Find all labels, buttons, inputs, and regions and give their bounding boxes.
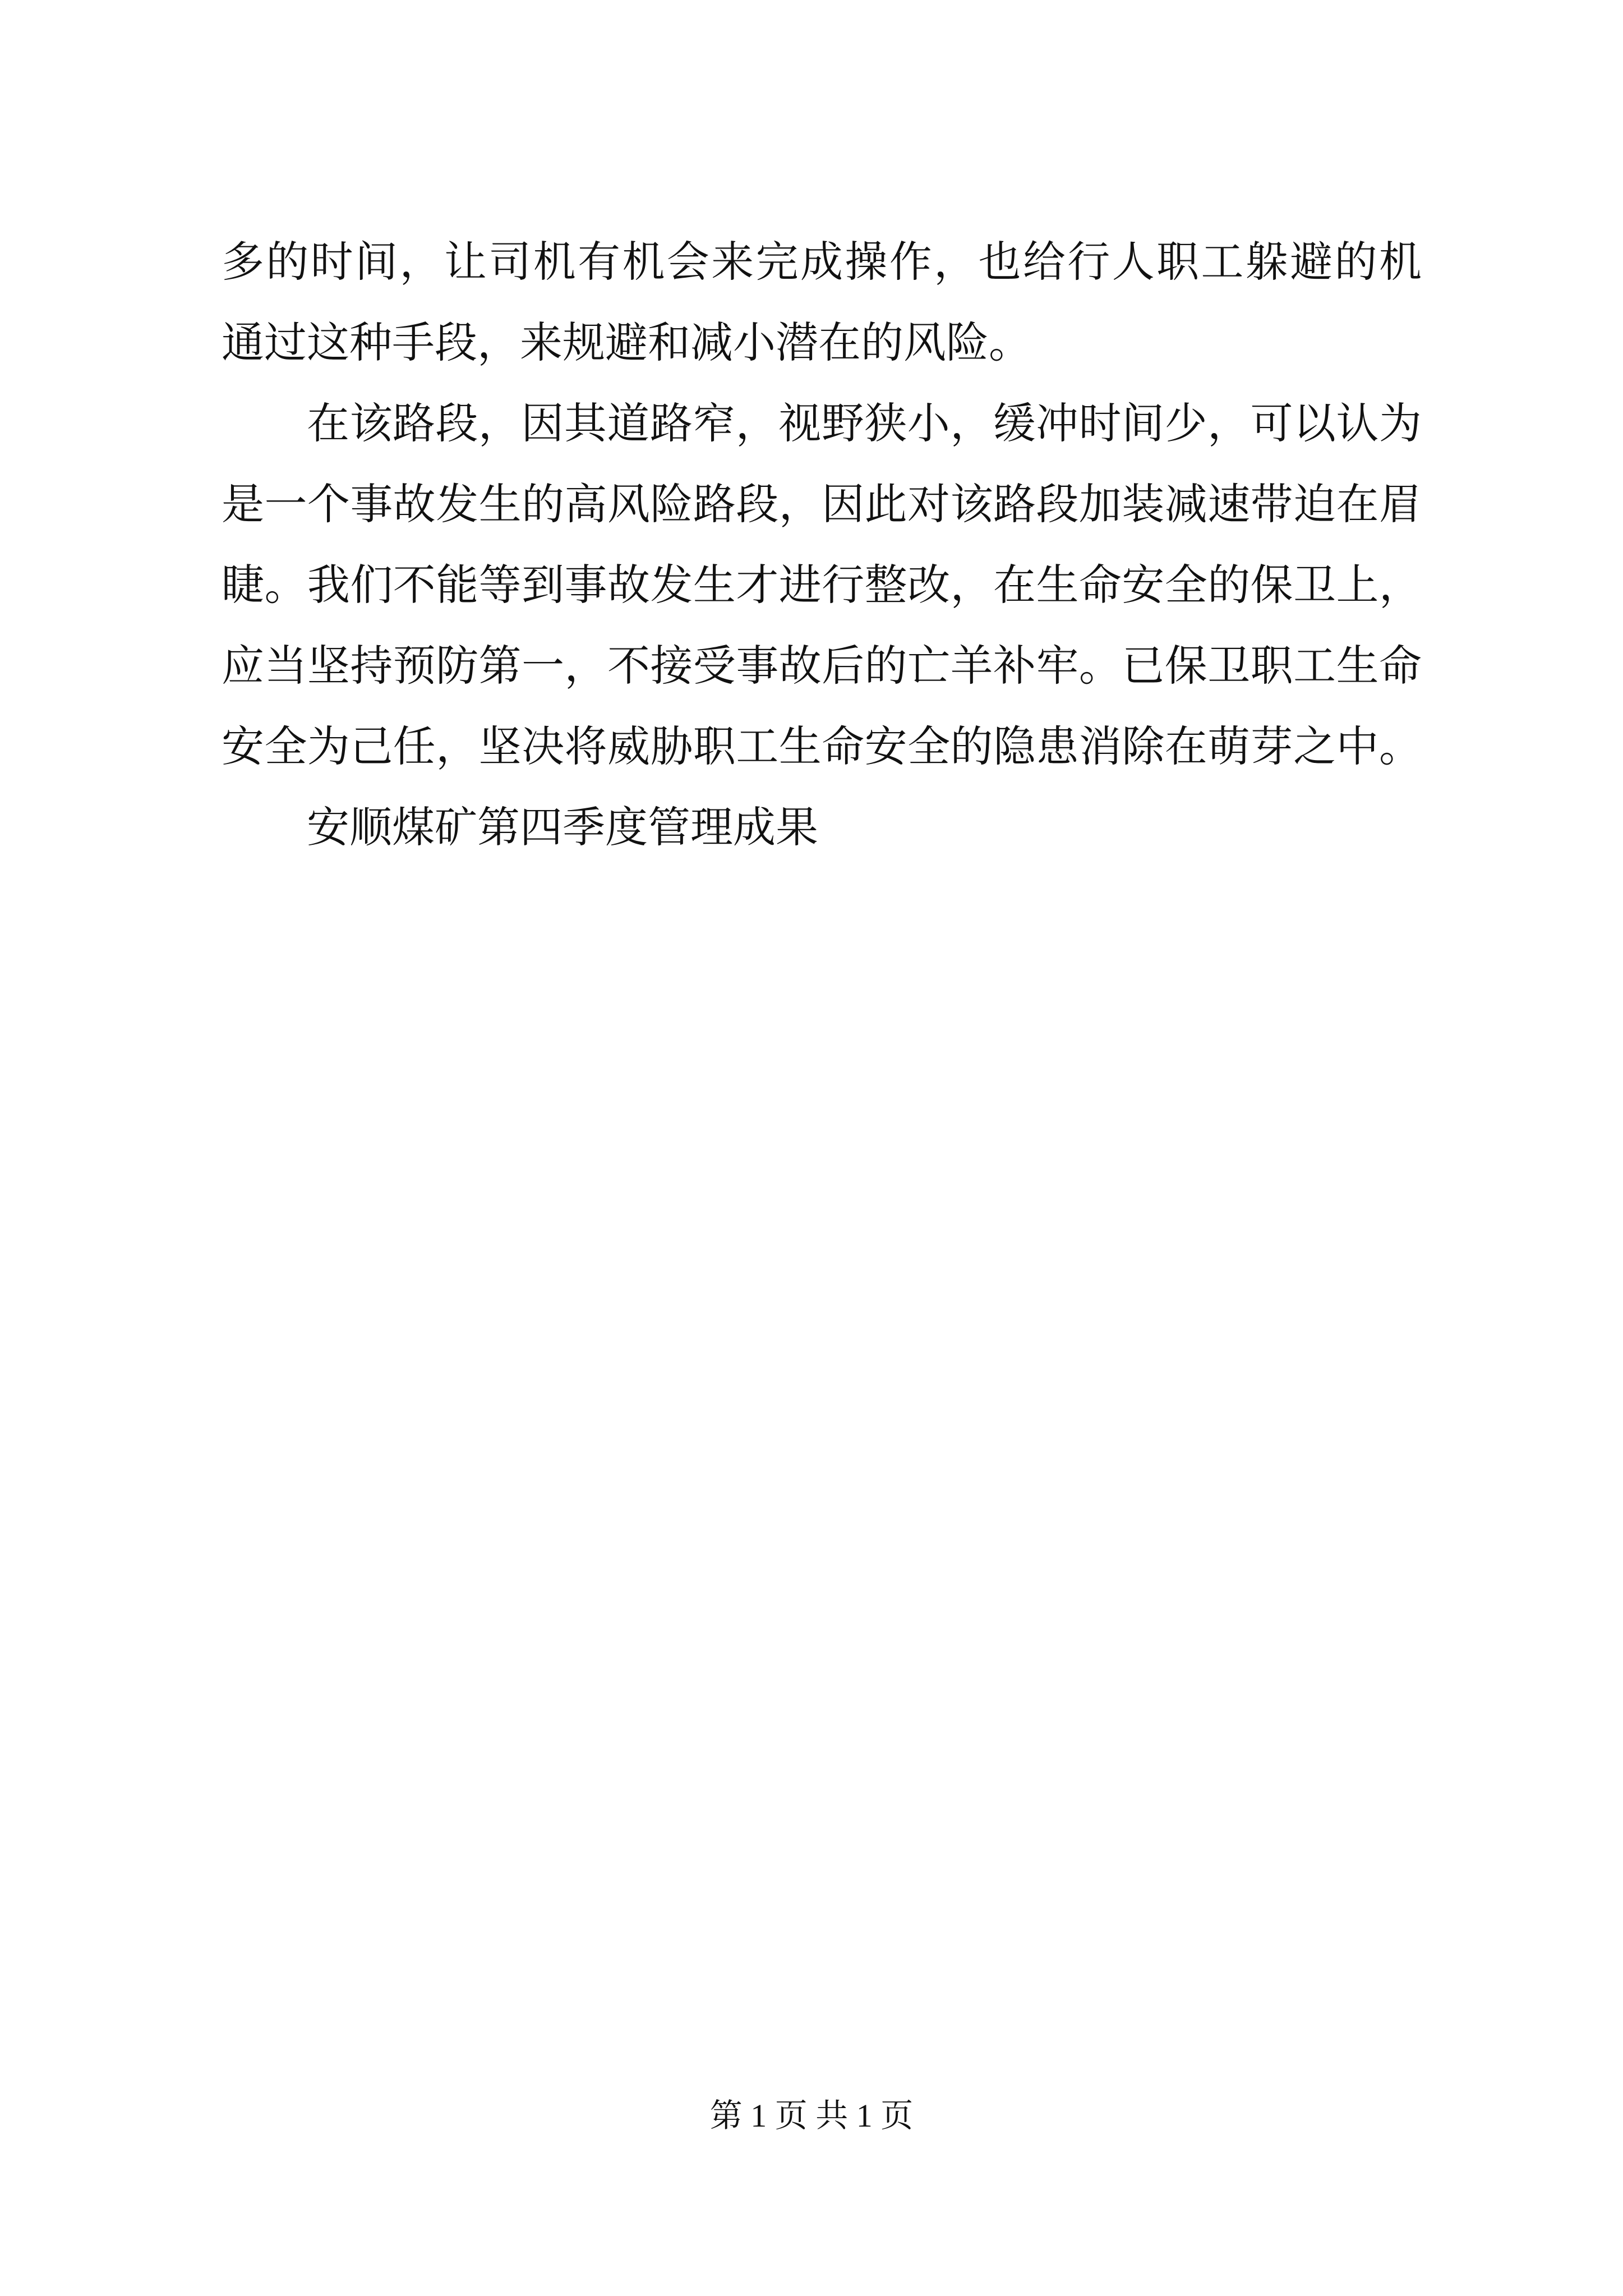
paragraph-2-line-5: 安全为己任，坚决将威胁职工生命安全的隐患消除在萌芽之中。 bbox=[222, 721, 1422, 771]
paragraph-1-line-2: 通过这种手段，来规避和减小潜在的风险。 bbox=[222, 318, 1031, 367]
page-number-footer: 第 1 页 共 1 页 bbox=[709, 2097, 914, 2134]
paragraph-3-line-1: 安顺煤矿第四季度管理成果 bbox=[307, 802, 818, 852]
paragraph-2-line-4: 应当坚持预防第一，不接受事故后的亡羊补牢。已保卫职工生命 bbox=[222, 641, 1422, 691]
paragraph-2-line-2: 是一个事故发生的高风险路段，因此对该路段加装减速带迫在眉 bbox=[222, 479, 1422, 529]
paragraph-2-line-1: 在该路段，因其道路窄，视野狭小，缓冲时间少，可以认为 bbox=[307, 398, 1422, 448]
paragraph-1-line-1: 多的时间，让司机有机会来完成操作，也给行人职工躲避的机 bbox=[222, 237, 1422, 287]
document-body bbox=[222, 222, 1422, 868]
paragraph-2-line-3: 睫。我们不能等到事故发生才进行整改，在生命安全的保卫上， bbox=[222, 560, 1422, 610]
